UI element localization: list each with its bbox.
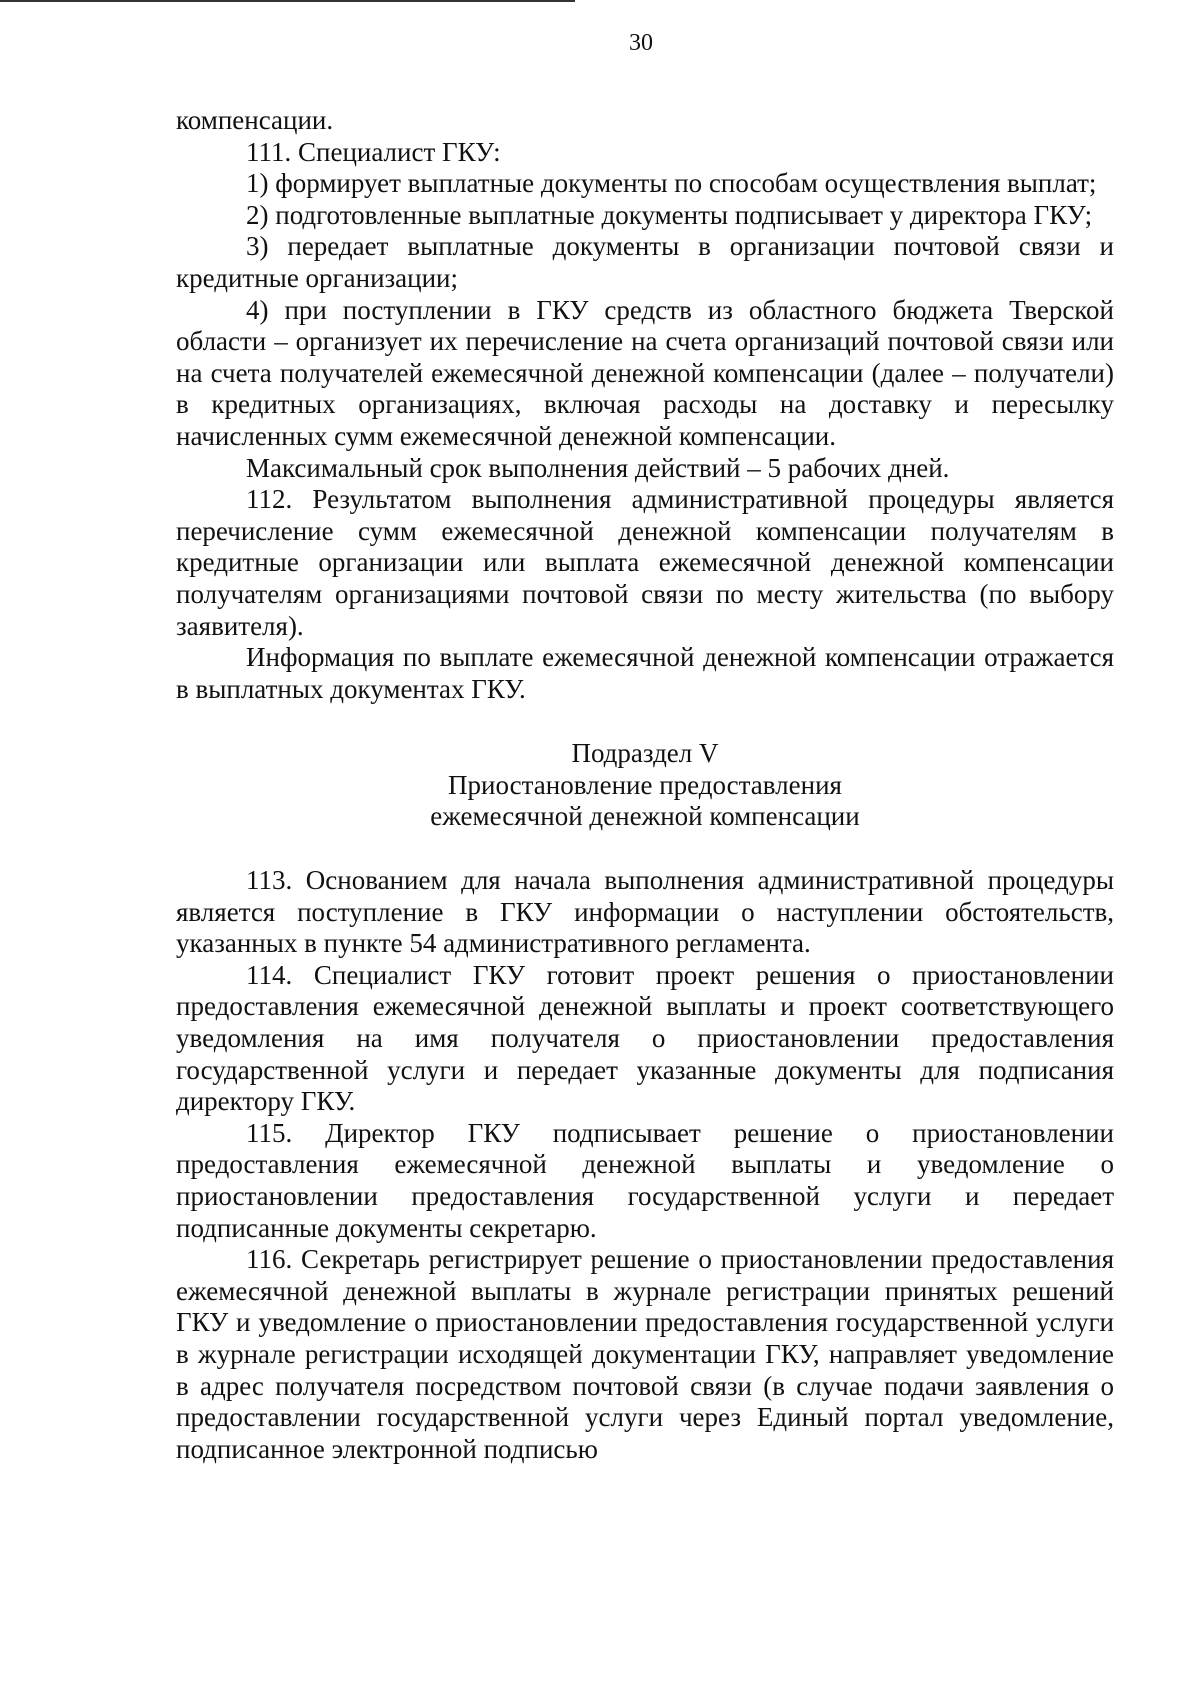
paragraph-116: 116. Секретарь регистрирует решение о приостановлении предоставления ежемесячной денежной выплаты в журнале регистрации принятых решений ГКУ и уведомление о приостановлении предоставления государственной услуги в журнале регистрации исходящей документации ГКУ, направляет уведомление в адрес получателя посредством почтовой связи (в случае подачи заявления о предоставлении государственной услуги через Единый портал уведомление, подписанное электронной подписью xyxy=(176,1244,1114,1464)
paragraph-112: 112. Результатом выполнения административной процедуры является перечисление сумм ежемесячной денежной компенсации получателям в кредитные организации или выплата ежемесячной денежной компенсации получателям организациями почтовой связи по месту жительства (по выбору заявителя). xyxy=(176,484,1114,641)
subsection-heading xyxy=(176,738,1114,833)
subsection-number: Подраздел V xyxy=(571,738,719,769)
paragraph-max-term: Максимальный срок выполнения действий – 5 рабочих дней. xyxy=(246,452,950,483)
scan-edge-line xyxy=(0,0,575,2)
paragraph-continuation: компенсации. xyxy=(176,105,334,135)
subsection-title-line-1: Приостановление предоставления xyxy=(448,769,842,800)
paragraph-111: 111. Специалист ГКУ: xyxy=(246,136,501,167)
paragraph-115: 115. Директор ГКУ подписывает решение о приостановлении предоставления ежемесячной денежной выплаты и уведомление о приостановлении предоставления государственной услуги и передает подписанные документы секретарю. xyxy=(176,1117,1114,1243)
paragraph-111-item-1: 1) формирует выплатные документы по способам осуществления выплат; xyxy=(246,168,1097,199)
subsection-title-line-2: ежемесячной денежной компенсации xyxy=(430,801,860,832)
page-number: 30 xyxy=(629,30,653,56)
paragraph-111-item-4: 4) при поступлении в ГКУ средств из областного бюджета Тверской области – организует их перечисление на счета организаций почтовой связи или на счета получателей ежемесячной денежной компенсации (далее – получатели) в кредитных организациях, включая расходы на доставку и пересылку начисленных сумм ежемесячной денежной компенсации. xyxy=(176,294,1114,451)
paragraph-114: 114. Специалист ГКУ готовит проект решения о приостановлении предоставления ежемесячной денежной выплаты и проект соответствующего уведомления на имя получателя о приостановлении предоставления государственной услуги и передает указанные документы для подписания директору ГКУ. xyxy=(176,959,1114,1117)
paragraph-111-item-2: 2) подготовленные выплатные документы подписывает у директора ГКУ; xyxy=(246,199,1093,230)
paragraph-111-item-3: 3) передает выплатные документы в организации почтовой связи и кредитные организации; xyxy=(176,231,1114,293)
paragraph-info: Информация по выплате ежемесячной денежной компенсации отражается в выплатных документах ГКУ. xyxy=(176,642,1114,704)
paragraph-113: 113. Основанием для начала выполнения административной процедуры является поступление в ГКУ информации о наступлении обстоятельств, указанных в пункте 54 административного регламента. xyxy=(176,865,1114,959)
document-body xyxy=(176,105,1114,1465)
